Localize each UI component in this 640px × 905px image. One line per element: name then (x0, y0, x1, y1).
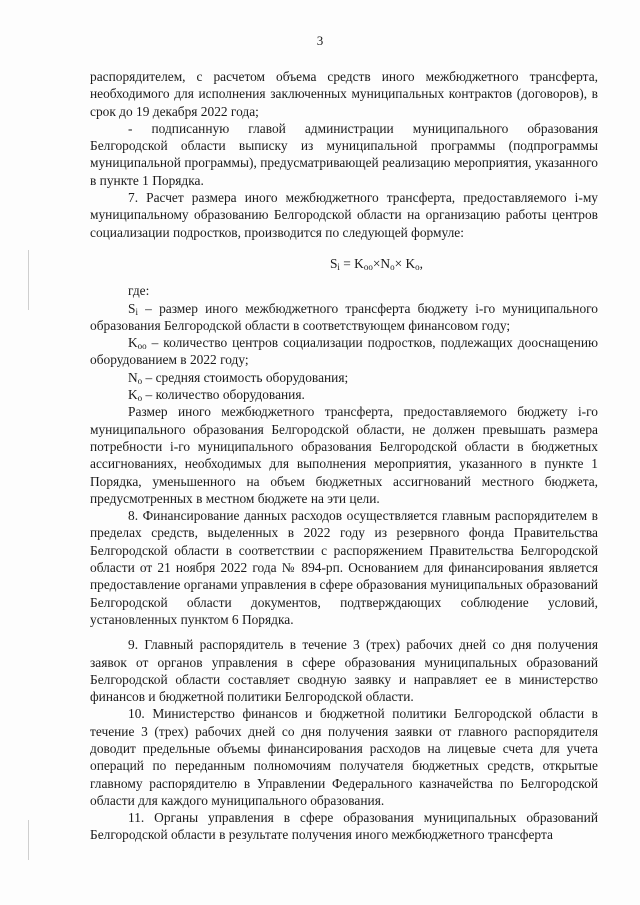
formula-eq: = (339, 255, 355, 271)
page-number: 3 (316, 33, 324, 48)
paragraph-item-9: 9. Главный распорядитель в течение 3 (трех) рабочих дней со дня получения заявок от органов управления в сфере образования муниципальных образований Белгородской области составляет сводную заявку и направляет ее в министерство финансов и бюджетной политики Белгородской области. (90, 637, 598, 705)
definition-si (90, 300, 598, 335)
definition-symbol-sub: i (135, 306, 138, 317)
formula-term-no-sub: о (390, 261, 395, 272)
formula-term-no: N (380, 255, 391, 271)
definition-symbol-sub: оо (137, 341, 147, 352)
scan-edge-mark (28, 250, 29, 310)
formula-mul-2: × (394, 255, 406, 271)
formula-lhs-sub: i (337, 261, 340, 272)
definition-symbol-sub: о (137, 375, 143, 386)
formula-mul: × (372, 255, 381, 271)
definition-symbol: N (128, 369, 138, 385)
paragraph-continuation: распорядителем, с расчетом объема средств иного межбюджетного трансферта, необходимого для исполнения заключенных муниципальных контрактов (договоров), в срок до 19 декабря 2022 года; (90, 69, 598, 119)
definition-symbol: K (128, 387, 138, 403)
paragraph-item-10: 10. Министерство финансов и бюджетной политики Белгородской области в течение 3 (трех) рабочих дней со дня получения заявки от главного распорядителя доводит предельные объемы финансирования расходов на лицевые счета для учета операций по переданным полномочиям получателя бюджетных средств, открытые главному распорядителю в Управлении Федерального казначейства по Белгородской области для каждого муниципального образования. (90, 706, 598, 808)
definition-text: – количество оборудования. (142, 387, 305, 403)
where-label: где: (128, 283, 150, 299)
definition-symbol-sub: о (137, 393, 143, 404)
definition-ko (90, 386, 598, 403)
scan-edge-mark-lower (28, 820, 29, 860)
definition-text: – количество центров социализации подростков, подлежащих дооснащению оборудованием в 2022 году; (90, 335, 598, 368)
paragraph-program-extract: - подписанную главой администрации муниципального образования Белгородской области выписку из муниципальной программы (подпрограммы муниципальной программы), предусматривающей реализацию мероприятия, указанного в пункте 1 Порядка. (90, 120, 598, 188)
formula-lhs: S (329, 255, 338, 271)
definition-text: – размер иного межбюджетного трансферта бюджету i-го муниципального образования Белгородской области в соответствующем финансовом году; (90, 300, 598, 333)
formula-term-ko-sub: о (415, 261, 420, 272)
formula (90, 255, 598, 272)
formula-term-koo-sub: оо (363, 261, 373, 272)
paragraph-transfer-limit: Размер иного межбюджетного трансферта, предоставляемого бюджету i-го муниципального образования Белгородской области, не должен превышать размера потребности i-го муниципального образования Белгородской области в бюджетных ассигнованиях, необходимых для выполнения мероприятия, указанного в пункте 1 Порядка, уменьшенного на объем бюджетных ассигнований местного бюджета, предусмотренных в местном бюджете на эти цели. (90, 404, 598, 506)
definition-symbol: K (128, 335, 138, 351)
formula-term-ko: K (405, 255, 416, 271)
definition-no (90, 369, 598, 386)
document-body (90, 68, 598, 844)
definition-text: – средняя стоимость оборудования; (142, 369, 349, 385)
formula-term-koo: K (354, 255, 364, 271)
formula-tail: , (419, 255, 423, 271)
paragraph-item-11: 11. Органы управления в сфере образования муниципальных образований Белгородской области в результате получения иного межбюджетного трансферта (90, 810, 598, 843)
definition-koo (90, 334, 598, 369)
paragraph-item-7: 7. Расчет размера иного межбюджетного трансферта, предоставляемого i-му муниципальному образованию Белгородской области на организацию работы центров социализации подростков, производится по следующей формуле: (90, 190, 598, 240)
paragraph-item-8: 8. Финансирование данных расходов осуществляется главным распорядителем в пределах средств, выделенных в 2022 году из резервного фонда Правительства Белгородской области в соответствии с распоряжением Правительства Белгородской области от 21 ноября 2022 года № 894-рп. Основанием для финансирования является предоставление органами управления в сфере образования муниципальных образований Белгородской области документов, подтверждающих соблюдение условий, установленных пунктом 6 Порядка. (90, 508, 598, 627)
definition-symbol: S (128, 300, 136, 316)
